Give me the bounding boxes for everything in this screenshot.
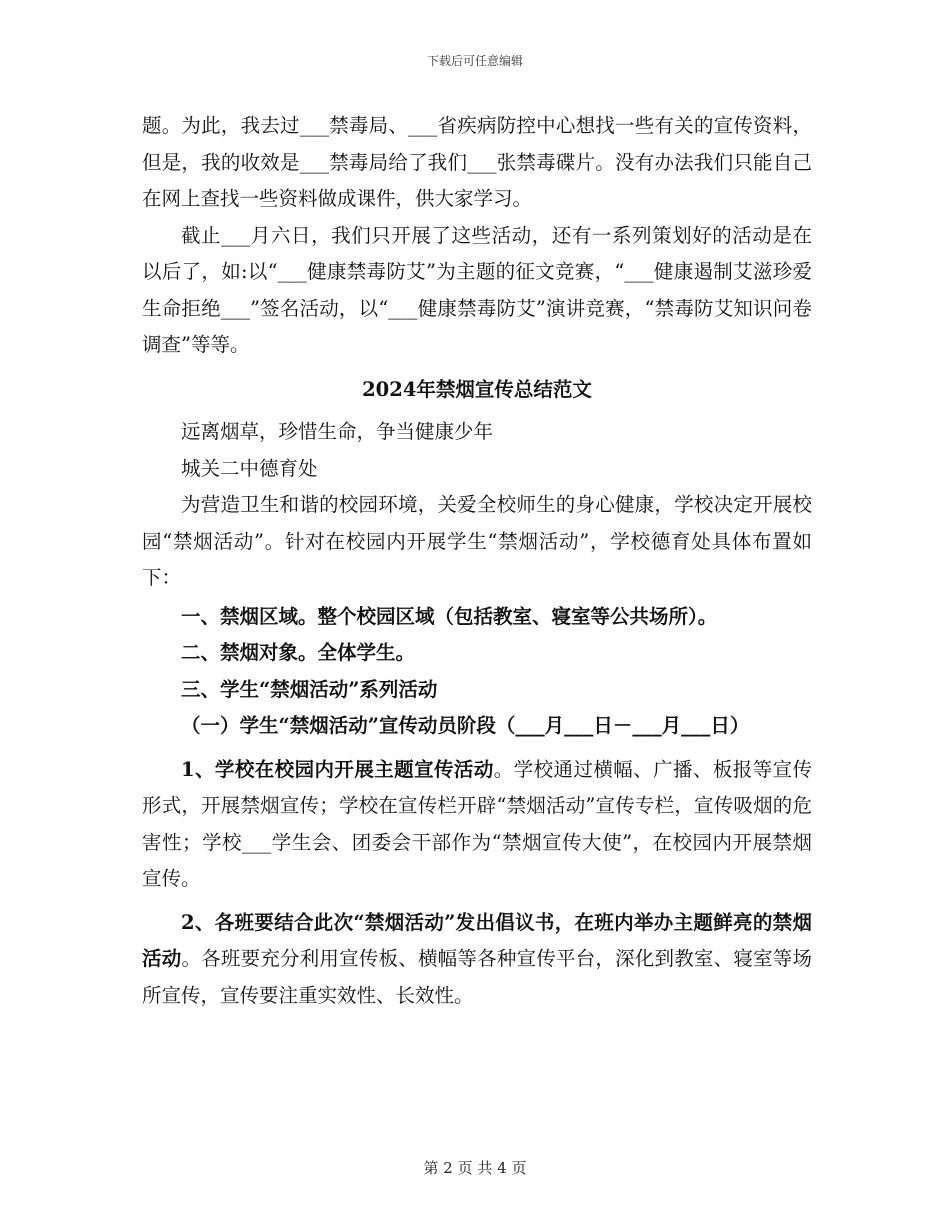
list-item-1-body: 。学校通过横幅、广播、板报等宣传形式，开展禁烟宣传；学校在宣传栏开辟“禁烟活动”宣传专栏，宣传吸烟的危害性；学校___学生会、团委会干部作为“禁烟宣传大使”，在校园内开展禁烟宣传。 xyxy=(142,757,812,890)
list-item-2 xyxy=(142,905,812,1015)
list-item-2-lead: 2、各班要结合此次“禁烟活动”发出倡议书，在班内举办主题鲜亮的禁烟活动 xyxy=(142,910,812,970)
list-item-1-lead: 1、学校在校园内开展主题宣传活动 xyxy=(181,757,494,781)
document-title: 2024年禁烟宣传总结范文 xyxy=(362,377,592,401)
page-number: 第 2 页 共 4 页 xyxy=(423,1159,527,1177)
document-body xyxy=(142,108,812,1014)
subsection-heading-stage: （一）学生“禁烟活动”宣传动员阶段（___月___日－___月___日） xyxy=(181,714,750,737)
subtitle-line: 远离烟草，珍惜生命，争当健康少年 xyxy=(181,420,494,443)
list-item-2-body: 。各班要充分利用宣传板、横幅等各种宣传平台，深化到教室、寝室等场所宣传，宣传要注重实效性、长效性。 xyxy=(142,947,812,1007)
paragraph-activities: 截止___月六日，我们只开展了这些活动，还有一系列策划好的活动是在以后了，如:以“___健康禁毒防艾”为主题的征文竞赛，“___健康遏制艾滋珍爱生命拒绝___”签名活动，以“___健康禁毒防艾”演讲竞赛，“禁毒防艾知识问卷调查”等等。 xyxy=(142,223,812,356)
section-heading-activities: 三、学生“禁烟活动”系列活动 xyxy=(181,677,438,701)
section-heading-target: 二、禁烟对象。全体学生。 xyxy=(181,641,416,664)
paragraph-continuation: 题。为此，我去过___禁毒局、___省疾病防控中心想找一些有关的宣传资料，但是，我的收效是___禁毒局给了我们___张禁毒碟片。没有办法我们只能自己在网上查找一些资料做成课件，供大家学习。 xyxy=(142,114,812,210)
header-note: 下载后可任意编辑 xyxy=(426,54,523,68)
section-heading-area: 一、禁烟区域。整个校园区域（包括教室、寝室等公共场所）。 xyxy=(181,604,718,628)
department-line: 城关二中德育处 xyxy=(181,456,318,480)
list-item-1 xyxy=(142,752,812,898)
paragraph-intro: 为营造卫生和谐的校园环境，关爱全校师生的身心健康，学校决定开展校园“禁烟活动”。针对在校园内开展学生“禁烟活动”，学校德育处具体布置如下： xyxy=(142,493,812,589)
